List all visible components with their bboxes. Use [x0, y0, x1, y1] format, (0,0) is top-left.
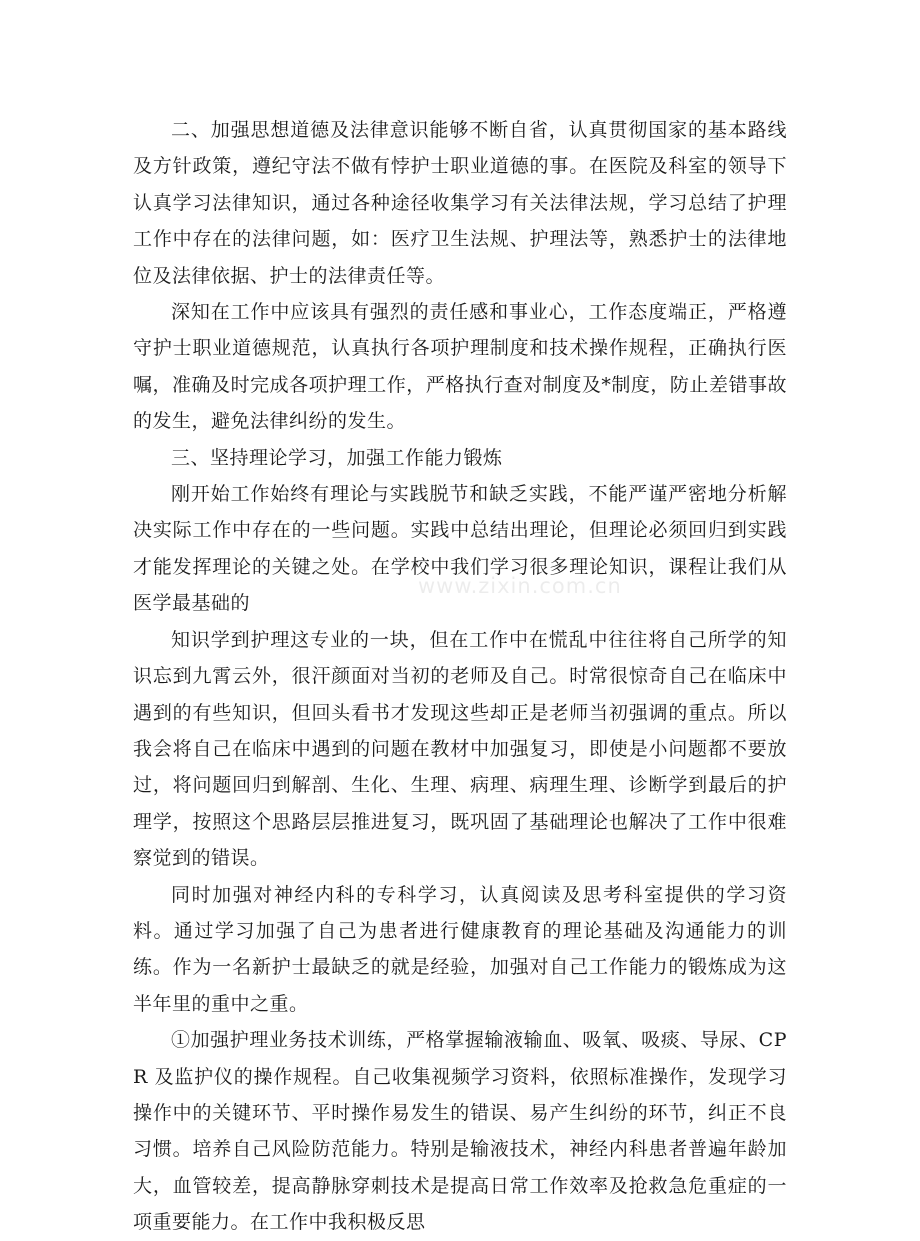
paragraph-knowledge-review: 知识学到护理这专业的一块，但在工作中在慌乱中往往将自己所学的知识忘到九霄云外，很汗颜面对当初的老师及自己。时常很惊奇自己在临床中遇到的有些知识，但回头看书才发现这些却正是老师当初强调的重点。所以我会将自己在临床中遇到的问题在教材中加强复习，即使是小问题都不要放过，将问题回归到解剖、生化、生理、病理、病理生理、诊断学到最后的护理学，按照这个思路层层推进复习，既巩固了基础理论也解决了工作中很难察觉到的错误。 — [133, 628, 787, 870]
paragraph-skill-training: ①加强护理业务技术训练，严格掌握输液输血、吸氧、吸痰、导尿、CPR 及监护仪的操作规程。自己收集视频学习资料，依照标准操作，发现学习操作中的关键环节、平时操作易发生的错误、易产生纠纷的环节，纠正不良习惯。培养自己风险防范能力。特别是输液技术，神经内科患者普遍年龄加大，血管较差，提高静脉穿刺技术是提高日常工作效率及抢救急危重症的一项重要能力。在工作中我积极反思 — [133, 1029, 787, 1234]
document-body — [133, 112, 787, 1241]
watermark-text: www.zixin.com.cn — [418, 574, 622, 598]
paragraph-responsibility: 深知在工作中应该具有强烈的责任感和事业心，工作态度端正，严格遵守护士职业道德规范，认真执行各项护理制度和技术操作规程，正确执行医嘱，准确及时完成各项护理工作，严格执行查对制度及*制度，防止差错事故的发生，避免法律纠纷的发生。 — [133, 301, 787, 433]
paragraph-theory-practice: 刚开始工作始终有理论与实践脱节和缺乏实践，不能严谨严密地分析解决实际工作中存在的一些问题。实践中总结出理论，但理论必须回归到实践才能发挥理论的关键之处。在学校中我们学习很多理论知识，课程让我们从医学最基础的 — [133, 483, 787, 615]
section-heading-theory-study: 三、坚持理论学习，加强工作能力锻炼 — [171, 446, 503, 469]
paragraph-ethics-law: 二、加强思想道德及法律意识能够不断自省，认真贯彻国家的基本路线及方针政策，遵纪守法不做有悖护士职业道德的事。在医院及科室的领导下认真学习法律知识，通过各种途径收集学习有关法律法规，学习总结了护理工作中存在的法律问题，如：医疗卫生法规、护理法等，熟悉护士的法律地位及法律依据、护士的法律责任等。 — [133, 119, 787, 287]
paragraph-neurology-study: 同时加强对神经内科的专科学习，认真阅读及思考科室提供的学习资料。通过学习加强了自己为患者进行健康教育的理论基础及沟通能力的训练。作为一名新护士最缺乏的就是经验，加强对自己工作能力的锻炼成为这半年里的重中之重。 — [133, 883, 787, 1015]
